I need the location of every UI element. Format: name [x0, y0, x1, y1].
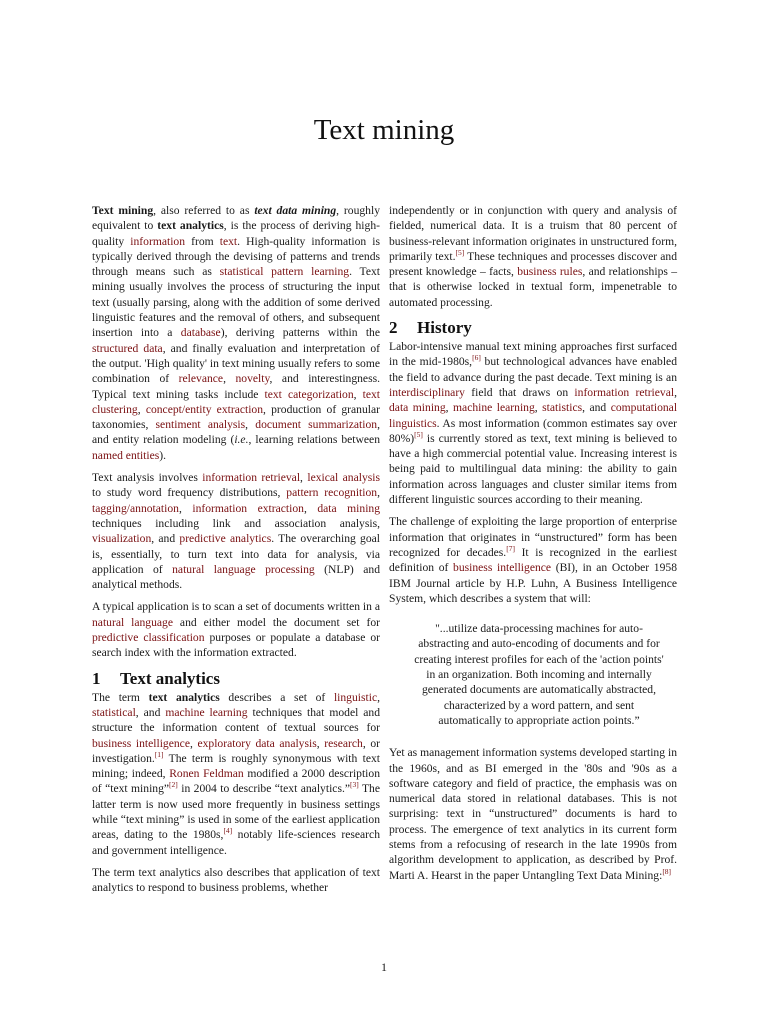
text-run: (NLP) and analytical methods. — [92, 562, 380, 592]
text-run: , — [300, 471, 308, 485]
text-run: describes a set of — [219, 690, 334, 704]
intro-paragraph — [92, 203, 380, 463]
text-run: purposes or populate a database or search index with the information extracted. — [92, 631, 380, 660]
text-run: Text analysis involves — [92, 471, 203, 485]
text-run: , — [137, 402, 146, 416]
inline-link[interactable]: document summarization — [255, 418, 378, 432]
text-run: , and finally evaluation and interpretation of the output. 'High quality' in text mining usually refers to some combination of — [92, 341, 380, 386]
inline-link[interactable]: data mining — [317, 501, 381, 515]
text-run: and either model the document set for — [172, 615, 380, 629]
inline-link[interactable]: business rules — [517, 265, 583, 279]
text-run: , and — [151, 532, 180, 546]
text-run: ). — [159, 448, 167, 462]
text-run: , — [223, 372, 236, 386]
left-column — [92, 203, 380, 902]
inline-link[interactable]: machine learning — [165, 705, 248, 719]
text-run: . As most information (common estimates say over 80%) — [389, 416, 677, 445]
citation-link[interactable]: [7] — [506, 544, 515, 554]
text-run: , production of granular taxonomies, — [92, 402, 381, 432]
text-run: , — [316, 736, 325, 750]
business-problems-paragraph — [92, 865, 380, 896]
text-analytics-paragraph — [92, 690, 380, 858]
inline-link[interactable]: information retrieval — [574, 385, 675, 399]
text-run: , — [445, 401, 454, 415]
inline-link[interactable]: statistical — [92, 705, 136, 719]
inline-link[interactable]: information — [130, 234, 186, 248]
text-run: The term text analytics also describes that application of text analytics to respond to business problems, whether — [92, 865, 380, 895]
inline-link[interactable]: text clustering — [92, 387, 381, 416]
text-run: text analytics — [148, 690, 220, 704]
citation-link[interactable]: [6] — [472, 353, 481, 363]
text-run: to study word frequency distributions, — [92, 486, 287, 500]
inline-link[interactable]: structured data — [92, 341, 163, 355]
inline-link[interactable]: statistics — [542, 401, 583, 415]
inline-link[interactable]: text categorization — [264, 387, 354, 401]
citation-link[interactable]: [1] — [154, 749, 164, 759]
text-run: , and — [582, 401, 611, 415]
citation-link[interactable]: [2] — [169, 780, 178, 790]
inline-link[interactable]: text — [219, 234, 238, 248]
text-run: , — [377, 486, 380, 500]
text-run: techniques including link and association analysis, — [92, 516, 380, 530]
inline-link[interactable]: novelty — [235, 372, 270, 386]
text-run: , and interestingness. Typical text mining tasks include — [92, 372, 380, 401]
typical-application-paragraph — [92, 599, 380, 660]
citation-link[interactable]: [3] — [350, 780, 359, 790]
text-analysis-paragraph — [92, 470, 380, 592]
text-run: It is recognized in the earliest definition of — [389, 545, 677, 575]
history-paragraph — [389, 339, 677, 507]
text-run: , — [534, 401, 543, 415]
text-run: independently or in conjunction with query and analysis of fielded, numerical data. It is a truism that 80 percent of business-relevant information originates in unstructured form, primarily text. — [389, 204, 677, 263]
text-run: , — [377, 690, 380, 704]
continued-paragraph — [389, 203, 677, 310]
inline-link[interactable]: information retrieval — [202, 471, 301, 485]
section-title: History — [417, 318, 472, 338]
text-run: (BI), in an October 1958 IBM Journal article by H.P. Luhn, A Business Intelligence System, which describes a system that will: — [389, 561, 677, 605]
inline-link[interactable]: business intelligence — [92, 736, 190, 750]
text-run: notably life-sciences research and government intelligence. — [92, 828, 380, 857]
page-number: 1 — [381, 960, 387, 974]
text-run: , or investigation. — [92, 736, 380, 765]
inline-link[interactable]: named entities — [92, 448, 160, 462]
text-run: , — [189, 736, 198, 750]
management-systems-paragraph — [389, 745, 677, 883]
right-column — [389, 203, 677, 890]
inline-link[interactable]: statistical pattern learning — [219, 265, 350, 279]
inline-link[interactable]: data mining — [389, 401, 446, 415]
inline-link[interactable]: computational linguistics — [389, 401, 678, 430]
text-run: Text mining — [92, 204, 154, 217]
text-run: modified a 2000 description of “text mining” — [92, 767, 380, 796]
inline-link[interactable]: database — [180, 326, 221, 340]
text-run: but technological advances have enabled the field to advance during the past decade. Text mining is an — [389, 355, 677, 384]
text-run: , — [245, 418, 256, 432]
inline-link[interactable]: visualization — [92, 532, 152, 546]
section-number: 2 — [389, 318, 398, 338]
text-run: , also referred to as — [153, 204, 255, 217]
text-run: , — [178, 501, 193, 515]
text-run: i.e. — [234, 433, 249, 447]
inline-link[interactable]: relevance — [178, 372, 224, 386]
text-run: , learning relations between — [248, 433, 380, 447]
inline-link[interactable]: sentiment analysis — [155, 418, 246, 432]
challenge-paragraph — [389, 514, 677, 606]
text-run: . The overarching goal is, essentially, to turn text into data for analysis, via application of — [92, 532, 380, 576]
inline-link[interactable]: predictive analytics — [179, 532, 272, 546]
text-run: These techniques and processes discover and present knowledge – facts, — [389, 249, 677, 279]
inline-link[interactable]: interdisciplinary — [389, 385, 465, 399]
text-run: . Text mining usually involves the process of structuring the input text (usually parsing, along with the addition of some derived linguistic features and the removal of others, and subsequent insertion into a — [92, 265, 380, 340]
inline-link[interactable]: linguistic — [333, 690, 378, 704]
text-run: text analytics — [157, 219, 224, 233]
inline-link[interactable]: information extraction — [192, 501, 304, 515]
citation-link[interactable]: [5] — [455, 248, 465, 258]
text-run: , — [303, 501, 318, 515]
text-run: , — [353, 387, 363, 401]
text-run: The term — [92, 690, 149, 704]
text-run: is currently stored as text, text mining is believed to have a high commercial potential value. Increasing interest is being paid to multilingual data mining: the ability to gain information across languages and cluster similar items from different linguistic sources according to their meaning. — [389, 431, 677, 507]
text-run: , and relationships – that is otherwise locked in textual form, impenetrable to automated processing. — [389, 265, 677, 309]
text-run: Labor-intensive manual text mining approaches first surfaced in the mid-1980s, — [389, 340, 677, 369]
text-run: The latter term is now used more frequently in business settings while “text mining” is used in some of the earliest application areas, dating to the 1980s, — [92, 782, 380, 842]
luhn-quote: "...utilize data-processing machines for auto-abstracting and auto-encoding of documents and for creating interest profiles for each of the 'action points' in an organization. Both incoming and internally generated documents are automatically abstracted, characterized by a word pattern, and sent automatically to appropriate action points.” — [414, 622, 664, 727]
section-number: 1 — [92, 668, 101, 688]
text-run: A typical application is to scan a set of documents written in a — [92, 600, 380, 614]
inline-link[interactable]: machine learning — [453, 401, 535, 415]
text-run: , and — [135, 705, 166, 719]
inline-link[interactable]: pattern recognition — [286, 486, 378, 500]
text-run: techniques that model and structure the information content of textual sources for — [92, 705, 380, 735]
text-run: in 2004 to describe “text analytics.” — [177, 782, 350, 796]
section-heading-history — [389, 317, 677, 339]
inline-link[interactable]: exploratory data analysis — [197, 736, 317, 750]
text-run: , is the process of deriving high-quality — [92, 219, 380, 248]
citation-link[interactable]: [4] — [223, 826, 233, 836]
citation-link[interactable]: [5] — [414, 430, 423, 439]
text-run: , roughly equivalent to — [92, 204, 380, 233]
section-heading-text-analytics — [92, 668, 380, 690]
inline-link[interactable]: business intelligence — [453, 561, 552, 575]
citation-link[interactable]: [8] — [662, 866, 672, 876]
text-run: ), deriving patterns within the — [220, 326, 380, 340]
inline-link[interactable]: concept/entity extraction — [145, 402, 264, 416]
text-run: The term is roughly synonymous with text mining; indeed, — [92, 751, 380, 781]
inline-link[interactable]: Ronen Feldman — [169, 767, 244, 781]
text-run: from — [185, 234, 220, 248]
page-title: Text mining — [313, 114, 455, 146]
inline-link[interactable]: tagging/annotation — [92, 501, 179, 515]
inline-link[interactable]: research — [324, 736, 363, 750]
text-run: text data mining — [254, 204, 337, 217]
inline-link[interactable]: lexical analysis — [307, 471, 380, 485]
text-run: Yet as management information systems developed starting in the 1960s, and as BI emerged in the '80s and '90s as a software category and field of practice, the emphasis was on numerical data stored in relational databases. This is not surprising: text in “unstructured” documents is hard to process. The emergence of text analytics in its current form stems from a refocusing of research in the late 1990s from algorithm development to application, as described by Prof. Marti A. Hearst in the paper Untangling Text Data Mining: — [389, 746, 677, 882]
text-run: , — [674, 385, 677, 399]
inline-link[interactable]: natural language processing — [172, 562, 315, 576]
text-run: . High-quality information is typically derived through the devising of patterns and trends through means such as — [92, 234, 380, 279]
text-run: field that draws on — [464, 385, 575, 399]
text-run: The challenge of exploiting the large proportion of enterprise information that originates in “unstructured” form has been recognized for decades. — [389, 515, 677, 559]
inline-link[interactable]: predictive classification — [92, 631, 205, 645]
text-run: , and entity relation modeling ( — [92, 418, 380, 447]
inline-link[interactable]: natural language — [92, 615, 173, 629]
section-title: Text analytics — [120, 668, 220, 688]
